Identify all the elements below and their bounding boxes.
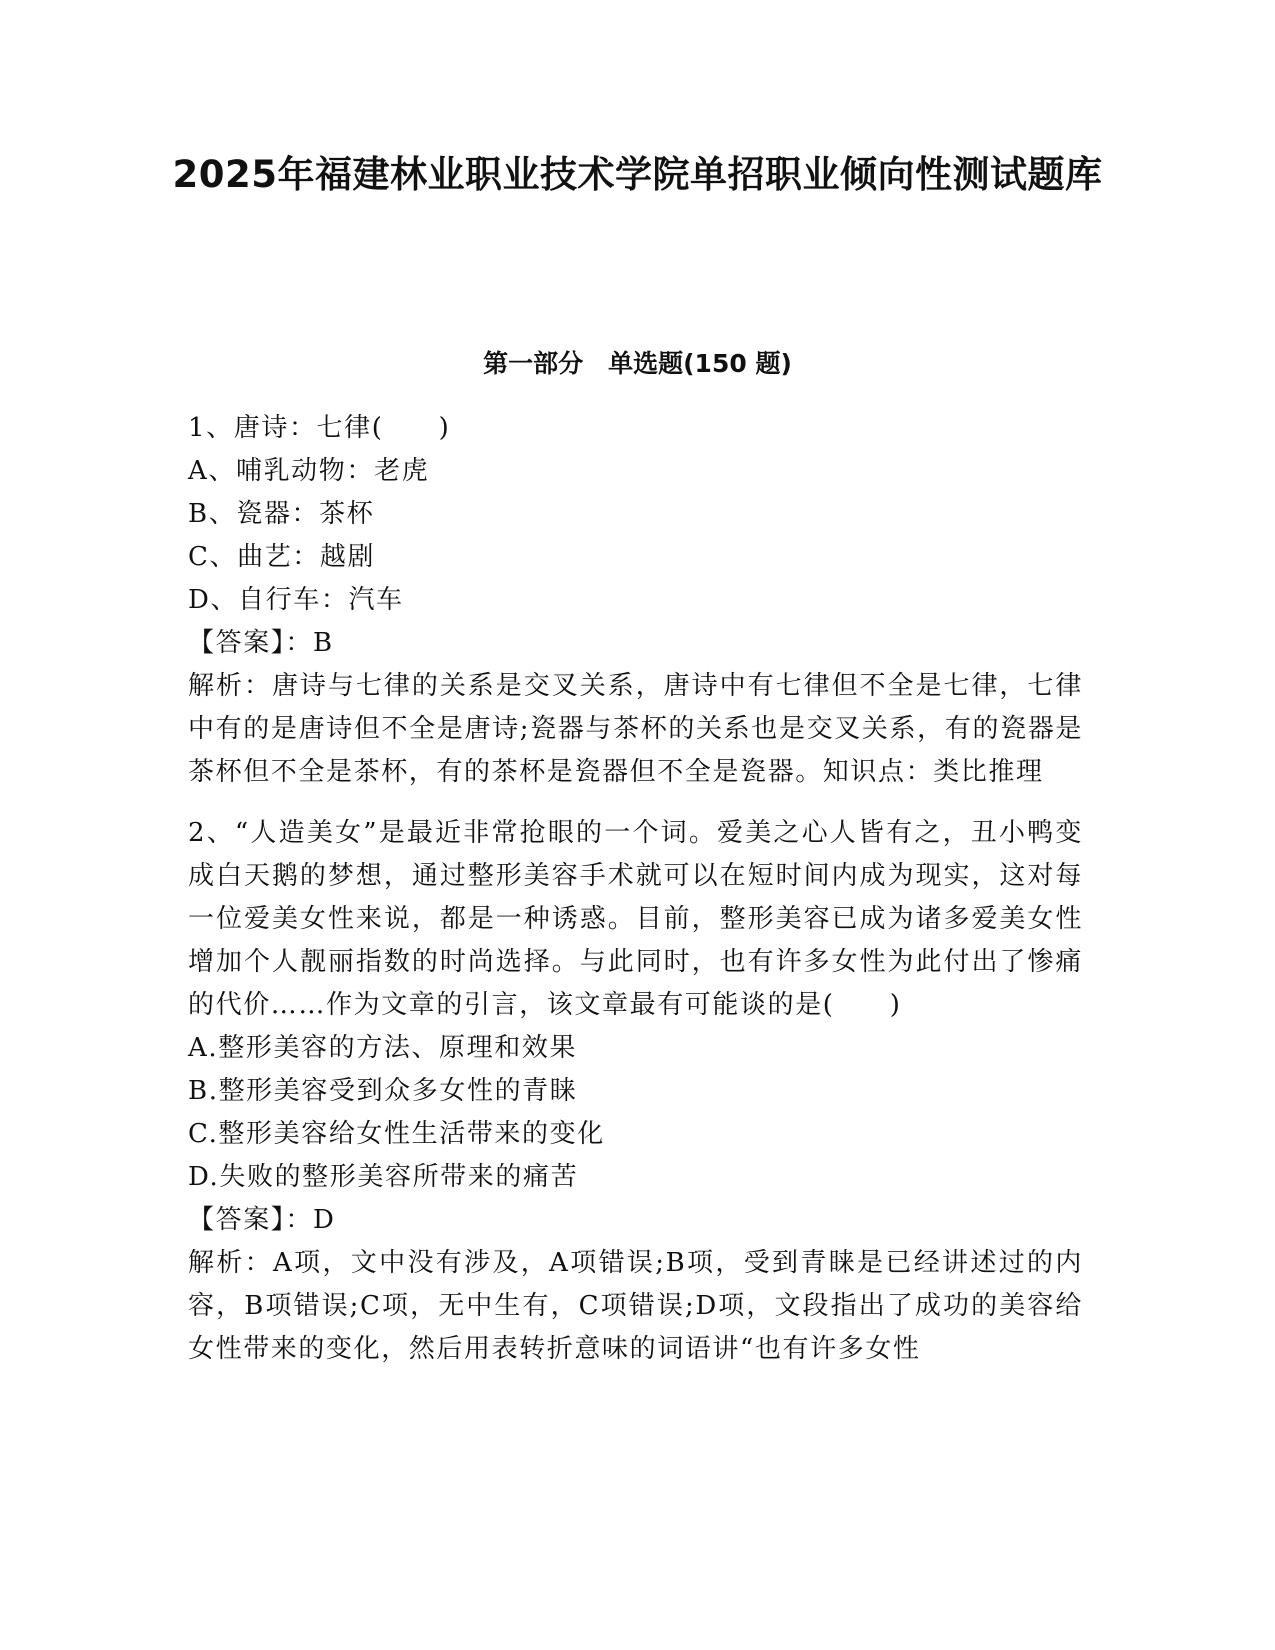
- option-c: C、曲艺：越剧: [188, 542, 376, 572]
- option-b: B.整形美容受到众多女性的青睐: [188, 1076, 578, 1106]
- option-c: C.整形美容给女性生活带来的变化: [188, 1119, 605, 1149]
- option-b: B、瓷器：茶杯: [188, 499, 375, 529]
- option-a: A.整形美容的方法、原理和效果: [188, 1033, 578, 1063]
- question-item: [188, 407, 1083, 794]
- option-a: A、哺乳动物：老虎: [188, 456, 430, 486]
- analysis-text: 解析：唐诗与七律的关系是交叉关系，唐诗中有七律但不全是七律，七律中有的是唐诗但不全是唐诗;瓷器与茶杯的关系也是交叉关系，有的瓷器是茶杯但不全是茶杯，有的茶杯是瓷器但不全是瓷器。知识点：类比推理: [188, 671, 1083, 787]
- option-d: D.失败的整形美容所带来的痛苦: [188, 1162, 579, 1192]
- answer-line: 【答案】：B: [188, 628, 334, 658]
- answer-line: 【答案】：D: [188, 1205, 336, 1235]
- question-item: [188, 812, 1083, 1371]
- document-title: 2025年福建林业职业技术学院单招职业倾向性测试题库: [172, 153, 1103, 196]
- question-list: [188, 407, 1083, 1389]
- question-stem: 2、“人造美女”是最近非常抢眼的一个词。爱美之心人皆有之，丑小鸭变成白天鹅的梦想，通过整形美容手术就可以在短时间内成为现实，这对每一位爱美女性来说，都是一种诱惑。目前，整形美容已成为诸多爱美女性增加个人靓丽指数的时尚选择。与此同时，也有许多女性为此付出了惨痛的代价……作为文章的引言，该文章最有可能谈的是( ): [188, 818, 1083, 1020]
- option-d: D、自行车：汽车: [188, 585, 404, 615]
- question-stem: 1、唐诗：七律( ): [188, 413, 451, 443]
- analysis-text: 解析：A项，文中没有涉及，A项错误;B项，受到青睐是已经讲述过的内容，B项错误;C项，无中生有，C项错误;D项，文段指出了成功的美容给女性带来的变化，然后用表转折意味的词语讲“也有许多女性: [188, 1248, 1083, 1364]
- section-heading: 第一部分 单选题(150 题): [483, 349, 792, 378]
